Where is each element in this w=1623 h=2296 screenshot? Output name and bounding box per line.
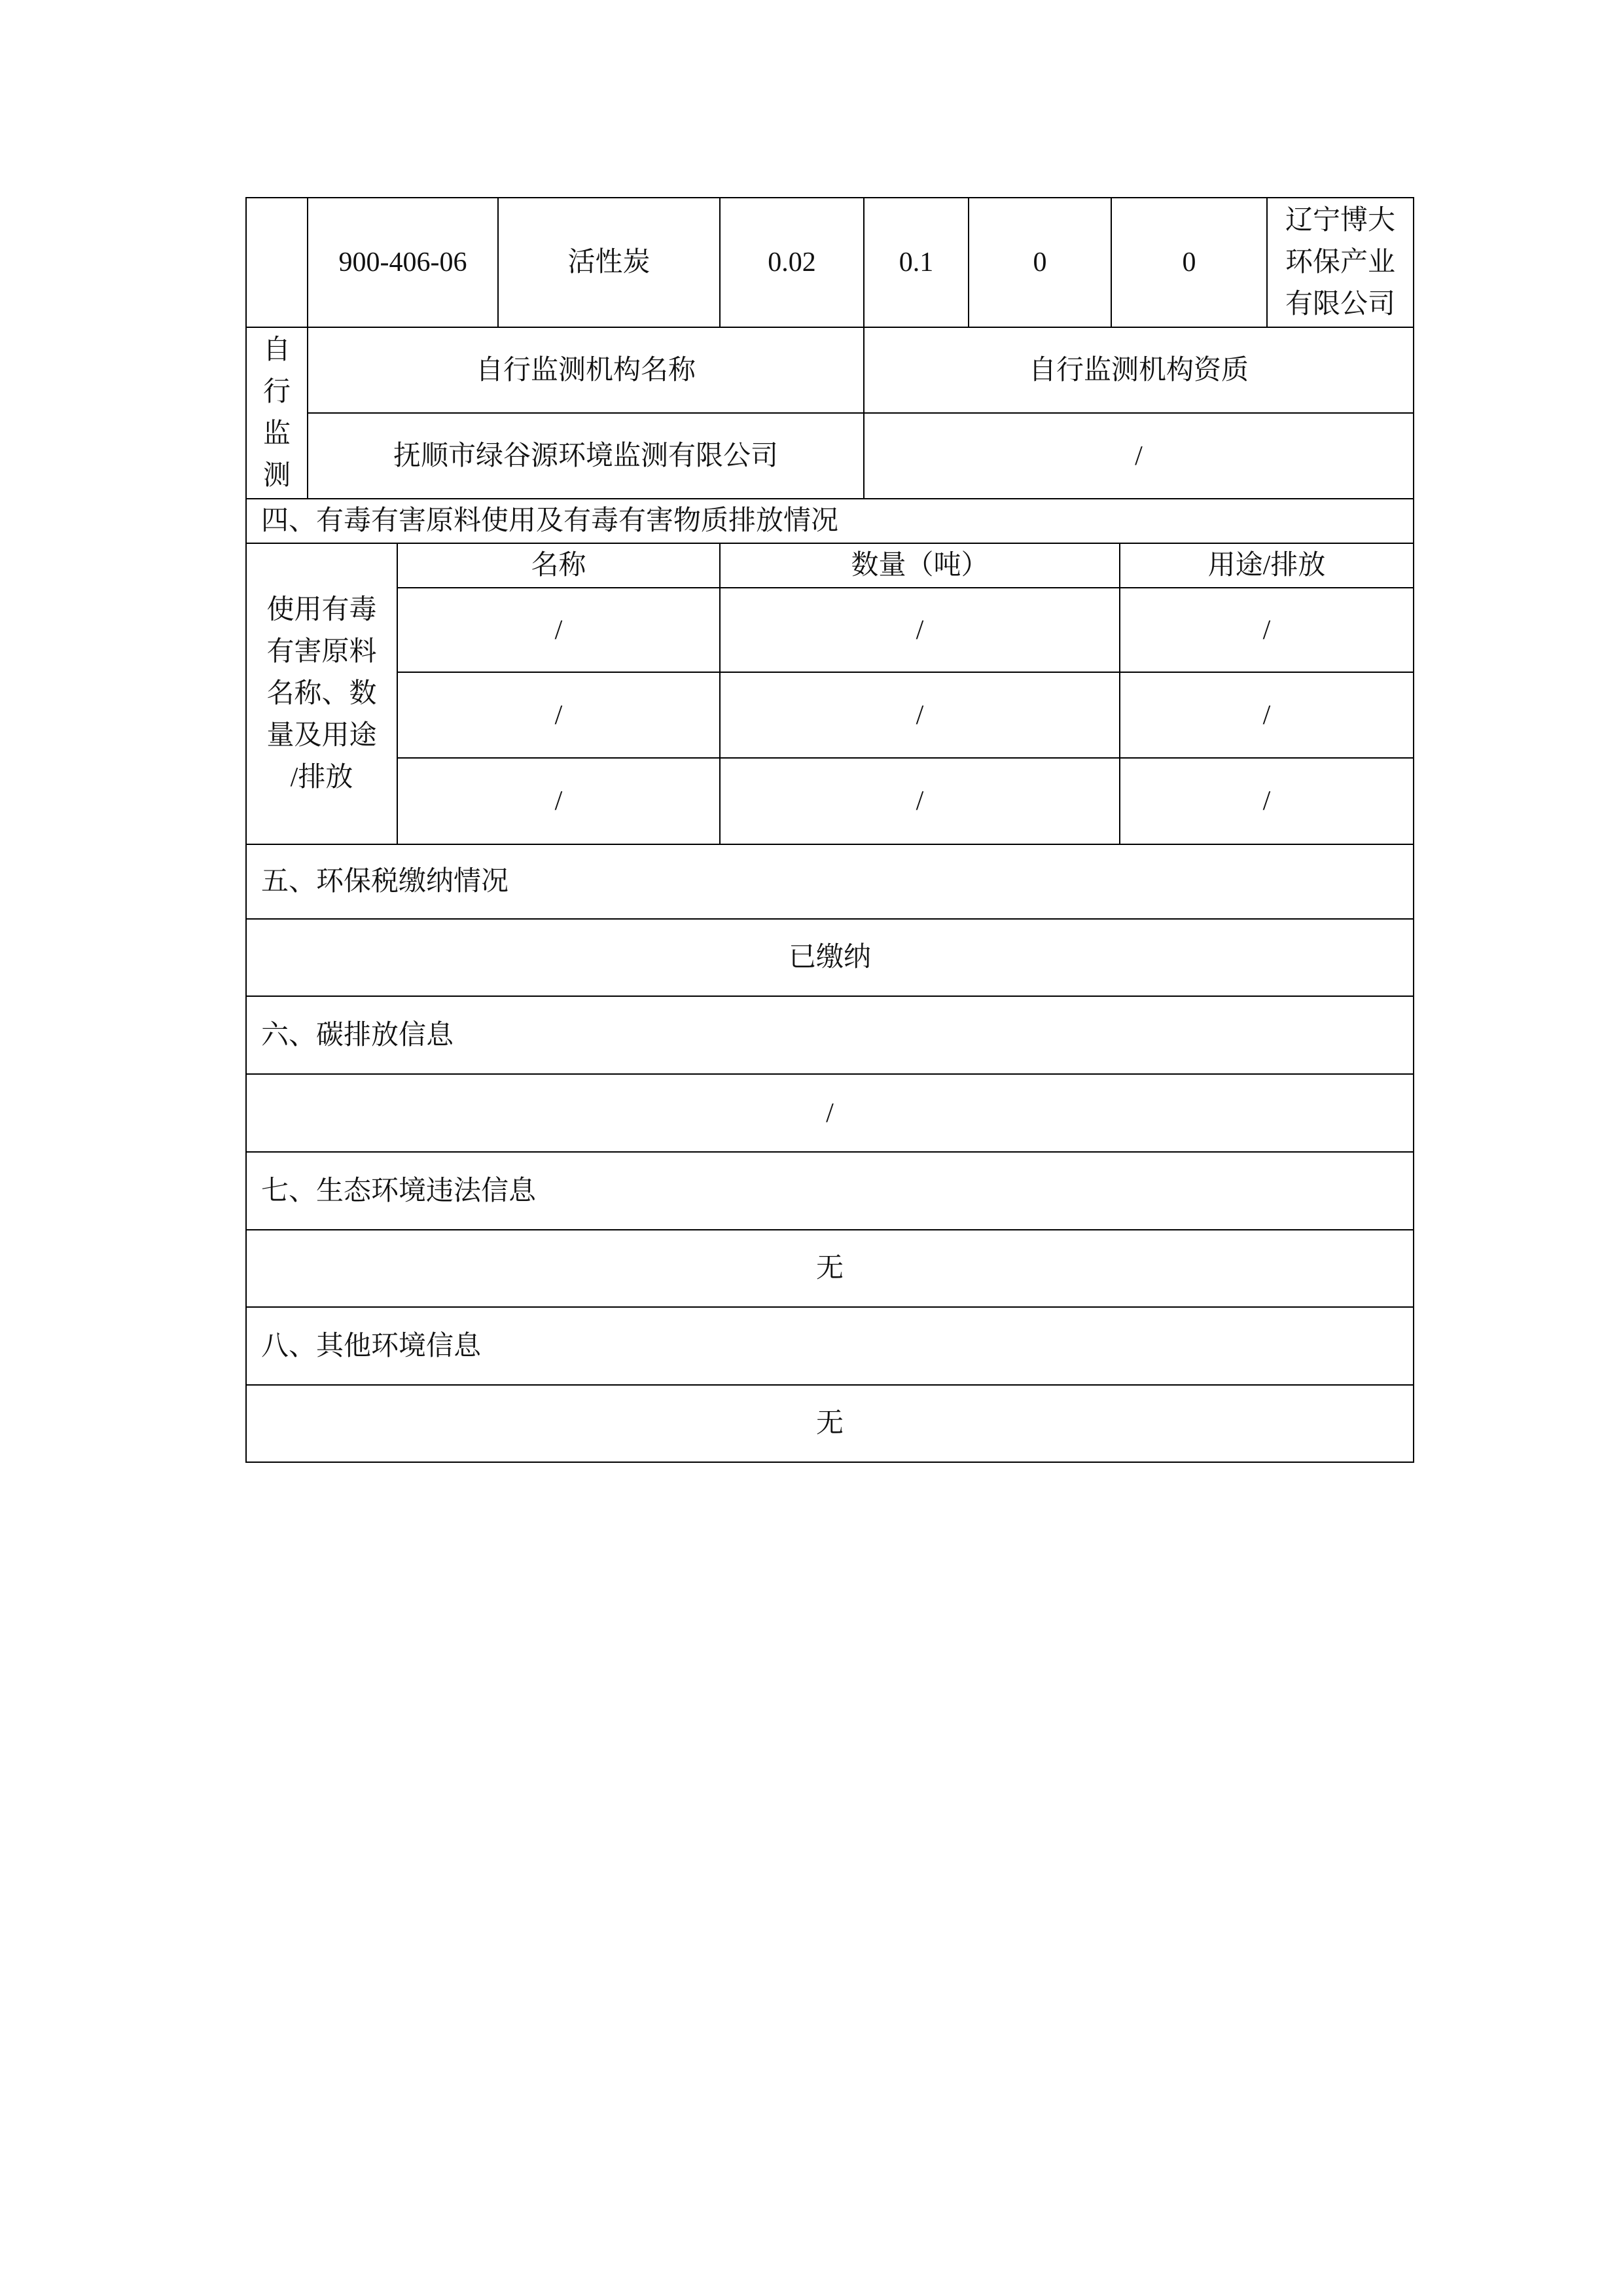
waste-value-4: 0 [1111,197,1268,328]
monitoring-org-name-header: 自行监测机构名称 [307,327,865,414]
monitoring-org-qual: / [863,412,1414,499]
label-line: /排放 [290,762,353,793]
label-char: 监 [262,419,291,449]
section-6-value: / [245,1073,1414,1153]
table-cell: / [397,757,721,845]
monitoring-org-qual-header: 自行监测机构资质 [863,327,1414,414]
table-cell: / [719,757,1120,845]
label-line: 量及用途 [266,721,377,751]
waste-value-1: 0.02 [719,197,865,328]
disposer-line: 环保产业 [1285,247,1395,278]
label-line: 有害原料 [266,637,377,667]
disposer-line: 有限公司 [1285,289,1395,319]
section-4-title: 四、有毒有害原料使用及有毒有害物质排放情况 [245,498,1414,544]
column-header-quantity: 数量（吨） [719,543,1120,588]
section-6-title: 六、碳排放信息 [245,996,1414,1075]
monitoring-org-name: 抚顺市绿谷源环境监测有限公司 [307,412,865,499]
label-line: 名称、数 [266,679,377,709]
waste-value-2: 0.1 [863,197,969,328]
section-4-label [245,543,398,845]
column-header-name: 名称 [397,543,721,588]
waste-code: 900-406-06 [307,197,499,328]
section-5-title: 五、环保税缴纳情况 [245,844,1414,920]
section-7-title: 七、生态环境违法信息 [245,1151,1414,1230]
label-char: 自 [262,335,291,365]
section-8-value: 无 [245,1384,1414,1463]
label-char: 测 [262,461,291,491]
table-cell: / [719,672,1120,759]
section-8-title: 八、其他环境信息 [245,1306,1414,1386]
table-cell: / [397,672,721,759]
self-monitoring-label [245,327,308,499]
disposer-line: 辽宁博大 [1285,206,1395,236]
waste-name: 活性炭 [497,197,721,328]
label-char: 行 [262,377,291,407]
blank-cell [245,197,308,328]
waste-disposer [1266,197,1414,328]
section-7-value: 无 [245,1229,1414,1308]
section-5-value: 已缴纳 [245,918,1414,997]
column-header-usage: 用途/排放 [1119,543,1414,588]
table-cell: / [719,587,1120,673]
table-cell: / [1119,587,1414,673]
table-cell: / [1119,757,1414,845]
waste-value-3: 0 [968,197,1112,328]
label-line: 使用有毒 [266,595,377,625]
table-cell: / [1119,672,1414,759]
table-cell: / [397,587,721,673]
